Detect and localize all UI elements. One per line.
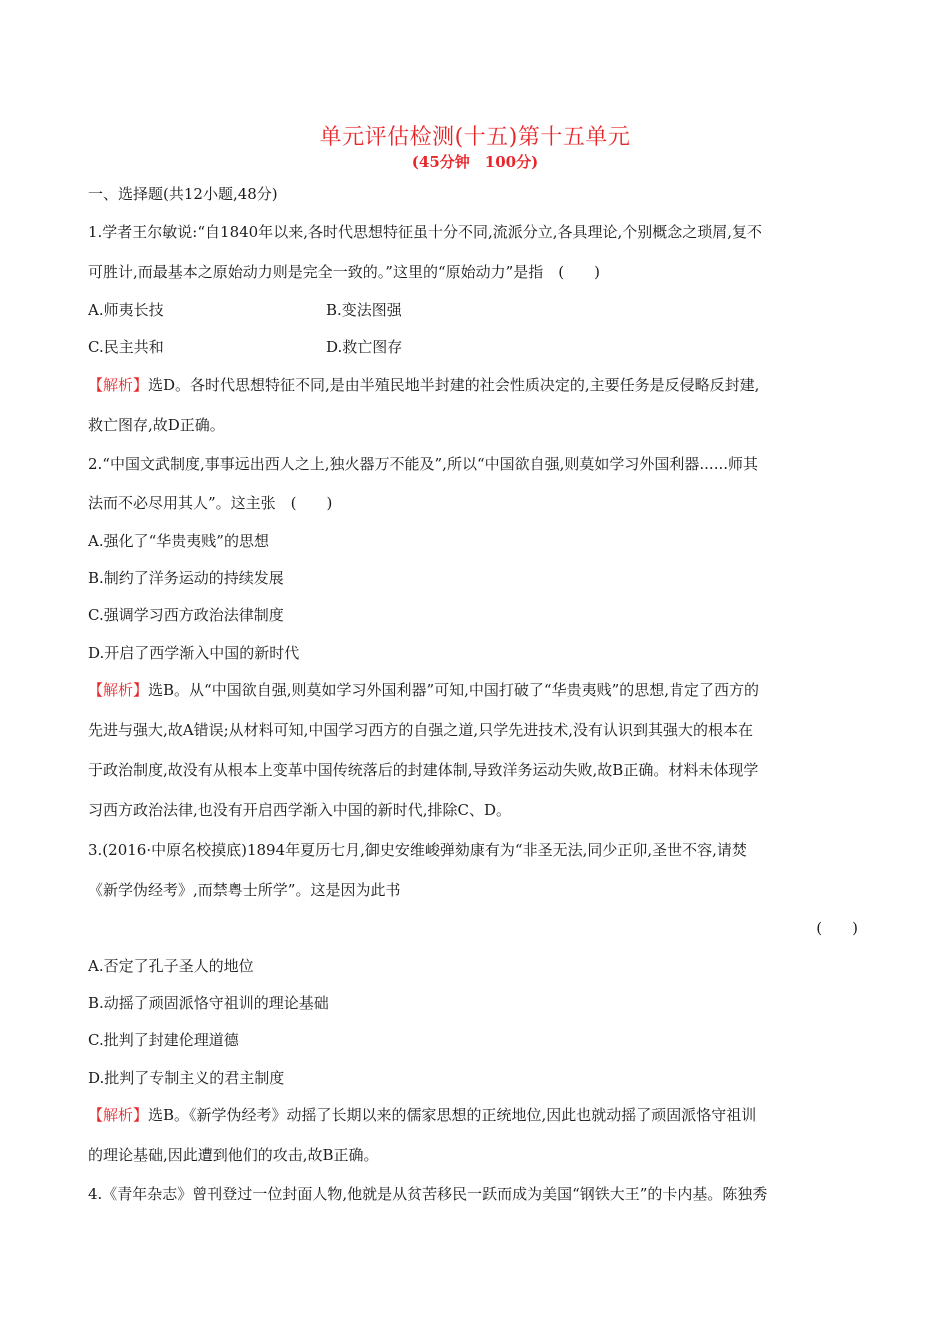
q1-option-b: B.变法图强 (326, 301, 402, 319)
q1-option-d: D.救亡图存 (326, 338, 403, 356)
page-subtitle: (45分钟 100分) (411, 153, 539, 171)
q2-answer-line1: 【解析】选B。从“中国欲自强,则莫如学习外国利器”可知,中国打破了“华贵夷贱”的思想,肯定了西方的 (88, 681, 760, 699)
q2-answer-line2: 先进与强大,故A错误;从材料可知,中国学习西方的自强之道,只学先进技术,没有认识到其强大的根本在 (88, 721, 753, 739)
q2-option-c: C.强调学习西方政治法律制度 (88, 606, 284, 624)
q3-answer-line1: 【解析】选B。《新学伪经考》动摇了长期以来的儒家思想的正统地位,因此也就动摇了顽固派恪守祖训 (88, 1106, 757, 1124)
q1-option-a: A.师夷长技 (88, 301, 164, 319)
q3-option-a: A.否定了孔子圣人的地位 (88, 957, 254, 975)
q3-option-c: C.批判了封建伦理道德 (88, 1031, 239, 1049)
q2-option-a: A.强化了“华贵夷贱”的思想 (88, 532, 269, 550)
q1-answer-line1: 【解析】选D。各时代思想特征不同,是由半殖民地半封建的社会性质决定的,主要任务是反侵略反封建, (88, 376, 760, 394)
page-title: 单元评估检测(十五)第十五单元 (319, 125, 631, 150)
q1-stem-line2: 可胜计,而最基本之原始动力则是完全一致的。”这里的“原始动力”是指 ( ) (88, 263, 600, 281)
q3-option-b: B.动摇了顽固派恪守祖训的理论基础 (88, 994, 329, 1012)
q1-stem-line1: 1.学者王尔敏说:“自1840年以来,各时代思想特征虽十分不同,流派分立,各具理论,个别概念之琐屑,复不 (88, 223, 763, 241)
q2-stem-line1: 2.“中国文武制度,事事远出西人之上,独火器万不能及”,所以“中国欲自强,则莫如学习外国利器......师其 (88, 455, 759, 473)
section-heading: 一、选择题(共12小题,48分) (88, 185, 278, 203)
analysis-tag: 【解析】 (88, 376, 149, 394)
q4-stem-line1: 4.《青年杂志》曾刊登过一位封面人物,他就是从贫苦移民一跃而成为美国“钢铁大王”的卡内基。陈独秀 (88, 1185, 768, 1203)
q1-option-c: C.民主共和 (88, 338, 164, 356)
q3-answer-paren: ( ) (816, 919, 858, 937)
q3-option-d: D.批判了专制主义的君主制度 (88, 1069, 285, 1087)
analysis-tag: 【解析】 (88, 681, 149, 699)
q2-stem-line2: 法而不必尽用其人”。这主张 ( ) (88, 494, 333, 512)
q1-answer-line2: 救亡图存,故D正确。 (88, 416, 225, 434)
q2-answer-line4: 习西方政治法律,也没有开启西学渐入中国的新时代,排除C、D。 (88, 801, 512, 819)
q3-stem-line2: 《新学伪经考》,而禁粤士所学”。这是因为此书 (88, 881, 401, 899)
q2-option-d: D.开启了西学渐入中国的新时代 (88, 644, 300, 662)
q3-answer-line2: 的理论基础,因此遭到他们的攻击,故B正确。 (88, 1146, 379, 1164)
q2-option-b: B.制约了洋务运动的持续发展 (88, 569, 284, 587)
analysis-tag: 【解析】 (88, 1106, 149, 1124)
q3-stem-line1: 3.(2016·中原名校摸底)1894年夏历七月,御史安维峻弹劾康有为“非圣无法,同少正卯,圣世不容,请焚 (88, 841, 747, 859)
q2-answer-line3: 于政治制度,故没有从根本上变革中国传统落后的封建体制,导致洋务运动失败,故B正确。材料未体现学 (88, 761, 759, 779)
